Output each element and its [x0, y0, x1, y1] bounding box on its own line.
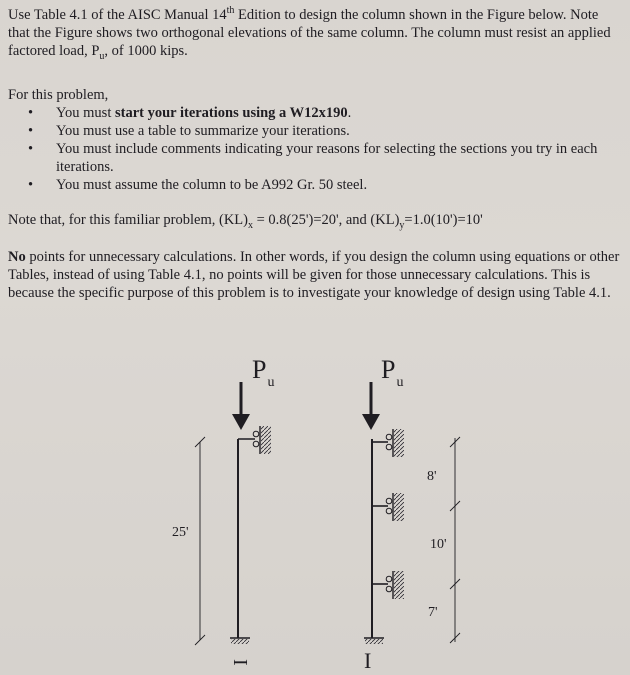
note1-text-3: =1.0(10')=10'	[404, 212, 483, 228]
right-load-label: $P_u$	[381, 355, 404, 390]
requirement-suffix: .	[347, 105, 352, 121]
intro-text-3: Note that the Figure shows two orthogonal elevations of the same column. The column must resist an applied factored load, P	[8, 7, 611, 59]
no-points-note	[8, 248, 622, 302]
left-load-arrow	[232, 414, 250, 430]
left-base-fixed-support	[230, 638, 250, 644]
requirements-list	[8, 104, 620, 194]
column-elevations-figure	[0, 330, 630, 675]
left-load-label: $P_u$	[252, 355, 275, 390]
effective-length-note	[8, 211, 620, 229]
note2-text: points for unnecessary calculations. In other words, if you design the column using equations or other Tables, instead of using Table 4.1, no points will be given for those unnecessary calculations. This is because the specific purpose of this problem is to investigate your knowledge of design using Table 4.1.	[8, 249, 620, 301]
right-mid-brace-upper	[386, 493, 404, 521]
right-top-brace	[386, 429, 404, 457]
note1-text-1: Note that, for this familiar problem, (KL)	[8, 212, 248, 228]
requirement-item: • You must assume the column to be A992 Gr. 50 steel.	[8, 176, 620, 194]
right-base-fixed-support	[364, 638, 384, 644]
right-segment-middle-label: 10'	[430, 537, 447, 552]
requirement-item: • You must include comments indicating your reasons for selecting the sections you try in each iterations.	[8, 140, 620, 176]
intro-subscript: u	[99, 50, 105, 62]
left-section-symbol: I	[229, 659, 251, 666]
right-mid-brace-lower	[386, 571, 404, 599]
note1-sub-y: y	[399, 219, 405, 231]
right-segment-bottom-label: 7'	[428, 605, 438, 620]
requirement-prefix: You must	[56, 105, 115, 121]
problem-intro	[8, 6, 620, 60]
requirements-heading: For this problem,	[8, 87, 109, 103]
right-elevation	[362, 355, 460, 673]
intro-superscript: th	[226, 5, 235, 17]
right-segment-top-label: 8'	[427, 469, 437, 484]
right-section-symbol: I	[364, 648, 372, 673]
left-elevation	[172, 355, 274, 666]
requirement-bold: start your iterations using a W12x190	[114, 105, 348, 121]
right-load-arrow	[362, 414, 380, 430]
requirement-item	[8, 104, 620, 122]
note2-bold: No	[8, 249, 26, 265]
intro-text-1: Use Table 4.1 of the AISC Manual 14	[8, 7, 227, 23]
left-top-roller-support	[253, 426, 271, 454]
requirement-item: • You must use a table to summarize your iterations.	[8, 122, 620, 140]
note1-sub-x: x	[248, 219, 253, 231]
left-height-label: 25'	[172, 525, 189, 540]
note1-text-2: = 0.8(25')=20', and (KL)	[253, 212, 400, 228]
intro-text-2: Edition to design the column shown in the Figure below.	[234, 7, 567, 23]
intro-text-4: , of 1000 kips.	[104, 43, 188, 59]
